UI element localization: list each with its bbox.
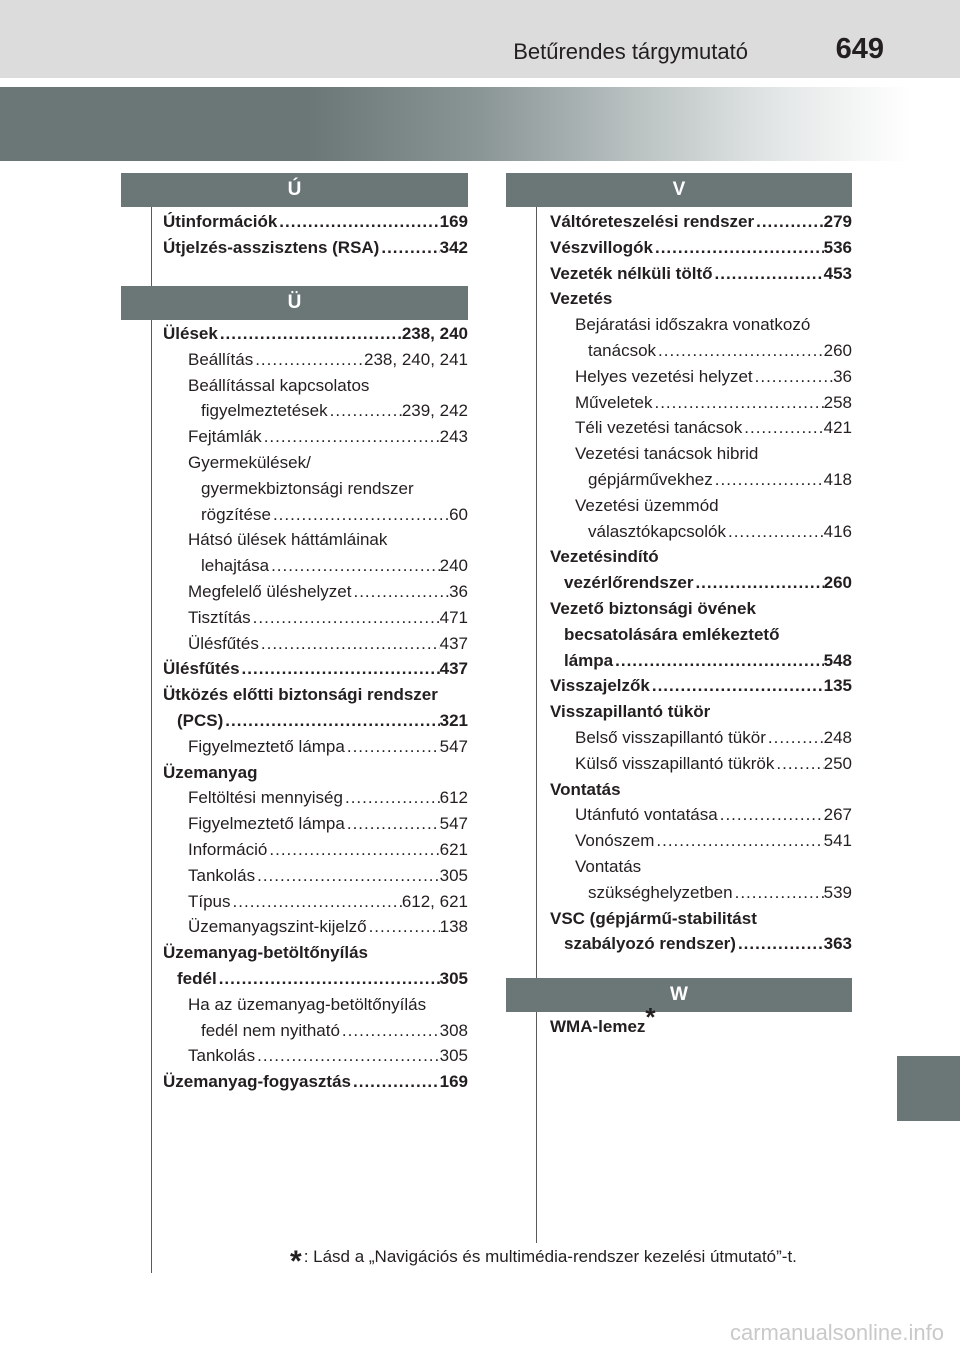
entry-page-number: 612, 621 — [401, 891, 468, 911]
entry-page-number: 418 — [823, 469, 852, 489]
index-entry — [163, 811, 468, 837]
leader-dots — [733, 880, 824, 906]
index-entry — [550, 828, 852, 854]
entry-term: Beállítás — [188, 349, 254, 369]
entry-page-number: 321 — [439, 710, 468, 730]
index-entry — [163, 734, 468, 760]
entry-page-number: 260 — [823, 340, 852, 360]
leader-dots — [345, 734, 440, 760]
entry-page-number: 238, 240, 241 — [364, 349, 468, 369]
entry-page-number: 305 — [439, 968, 468, 988]
index-entry — [163, 209, 468, 235]
leader-dots — [656, 338, 824, 364]
entry-page-number: 169 — [439, 212, 468, 231]
index-entry — [163, 966, 468, 992]
section-tab — [897, 1056, 960, 1121]
entry-page-number: 258 — [823, 392, 852, 412]
index-entry — [550, 699, 852, 725]
leader-dots — [251, 605, 440, 631]
leader-dots — [654, 828, 823, 854]
leader-dots — [693, 570, 823, 596]
entry-page-number: 267 — [823, 805, 852, 825]
leader-dots — [267, 837, 439, 863]
entry-page-number: 421 — [823, 418, 852, 438]
entry-page-number: 416 — [823, 521, 852, 541]
entry-term: gyermekbiztonsági rendszer — [201, 478, 414, 498]
entry-term: szabályozó rendszer) — [564, 934, 736, 954]
entry-page-number: 621 — [439, 839, 468, 859]
index-entry — [163, 708, 468, 734]
entry-term: Belső visszapillantó tükör — [575, 727, 766, 747]
index-entry — [550, 209, 852, 235]
entry-term: Útjelzés-asszisztens (RSA) — [163, 237, 380, 257]
leader-dots — [650, 673, 824, 699]
entry-term: Utánfutó vontatása — [575, 805, 718, 825]
entry-term: Útinformációk — [163, 212, 278, 231]
entry-page-number: 539 — [823, 882, 852, 902]
entry-term: lehajtása — [201, 556, 270, 576]
footnote-text: : Lásd a „Navigációs és multimédia-rendszer kezelési útmutató”-t. — [303, 1247, 797, 1266]
index-entry — [550, 286, 852, 312]
entry-page-number: 453 — [823, 263, 852, 283]
entry-page-number: 548 — [823, 650, 852, 670]
index-entry — [550, 338, 852, 364]
leader-dots — [613, 648, 823, 674]
leader-dots — [726, 519, 824, 545]
letter-heading-w: W — [506, 978, 852, 1012]
index-entry — [550, 415, 852, 441]
leader-dots — [262, 424, 440, 450]
leader-dots — [255, 1043, 440, 1069]
letter-heading-u-acute: Ú — [121, 173, 468, 207]
entry-term: Üzemanyag-fogyasztás — [163, 1072, 352, 1092]
entry-term: Tankolás — [188, 1046, 256, 1066]
index-entry — [163, 940, 468, 966]
index-entry — [163, 760, 468, 786]
index-entry — [163, 631, 468, 657]
entry-term: Üzemanyag-betöltőnyílás — [163, 943, 368, 963]
index-entry — [163, 1018, 468, 1044]
index-entry — [550, 493, 852, 519]
index-entry — [163, 424, 468, 450]
index-entry — [550, 596, 852, 622]
index-entry — [550, 364, 852, 390]
entry-term: Tankolás — [188, 865, 256, 885]
index-list-v — [550, 209, 852, 957]
page-title: Betűrendes tárgymutató — [513, 39, 748, 64]
index-entry — [163, 863, 468, 889]
leader-dots — [253, 347, 364, 373]
leader-dots — [379, 235, 439, 261]
leader-dots — [652, 390, 823, 416]
entry-page-number: 471 — [439, 607, 468, 627]
leader-dots — [754, 209, 824, 235]
leader-dots — [343, 785, 440, 811]
center-column-rule — [536, 173, 537, 1243]
entry-term: Vezető biztonsági övének — [550, 598, 756, 618]
index-entry — [550, 235, 852, 261]
entry-term: vezérlőrendszer — [564, 573, 694, 593]
entry-term: (PCS) — [177, 710, 224, 730]
entry-term: WMA-lemez — [550, 1017, 646, 1036]
index-entry — [163, 1043, 468, 1069]
entry-term: Téli vezetési tanácsok — [575, 418, 743, 438]
index-entry — [550, 312, 852, 338]
entry-page-number: 363 — [823, 934, 852, 954]
index-entry — [550, 570, 852, 596]
entry-term: rögzítése — [201, 504, 271, 524]
index-entry — [550, 519, 852, 545]
entry-page-number: 536 — [823, 237, 852, 257]
entry-term: Visszajelzők — [550, 676, 650, 696]
entry-term: Váltóreteszelési rendszer — [550, 212, 755, 231]
letter-heading-v: V — [506, 173, 852, 207]
entry-term: Vezetésindító — [550, 547, 659, 567]
leader-dots — [718, 802, 824, 828]
entry-term: Vészvillogók — [550, 237, 653, 257]
watermark: carmanualsonline.info — [729, 1320, 944, 1345]
entry-page-number: 612 — [439, 788, 468, 808]
letter-heading-u-umlaut: Ü — [121, 286, 468, 320]
entry-term: Figyelmeztető lámpa — [188, 814, 345, 834]
index-entry — [550, 261, 852, 287]
entry-page-number: 250 — [823, 753, 852, 773]
index-entry — [550, 622, 852, 648]
entry-page-number: 240 — [439, 556, 468, 576]
entry-term: Műveletek — [575, 392, 653, 412]
entry-term: gépjárművekhez — [588, 469, 713, 489]
index-list-u-acute — [163, 209, 468, 261]
leader-dots — [277, 209, 439, 235]
entry-page-number: 437 — [439, 633, 468, 653]
entry-term: Típus — [188, 891, 231, 911]
leader-dots — [218, 321, 402, 347]
entry-term: Tisztítás — [188, 607, 251, 627]
entry-term: fedél — [177, 968, 217, 988]
entry-term: Vezetési üzemmód — [575, 495, 719, 515]
footnote-marker: * — [645, 1002, 656, 1032]
leader-dots — [742, 415, 823, 441]
entry-page-number: 547 — [439, 814, 468, 834]
index-entry — [163, 450, 468, 476]
index-entry — [550, 441, 852, 467]
footnote — [290, 1245, 797, 1279]
entry-page-number: 308 — [439, 1020, 468, 1040]
entry-term: lámpa — [564, 650, 614, 670]
index-entry — [550, 802, 852, 828]
leader-dots — [653, 235, 824, 261]
index-entry — [163, 785, 468, 811]
entry-term: választókapcsolók — [588, 521, 726, 541]
leader-dots — [340, 1018, 440, 1044]
entry-term: Külső visszapillantó tükrök — [575, 753, 775, 773]
index-entry — [550, 467, 852, 493]
entry-term: Figyelmeztető lámpa — [188, 736, 345, 756]
entry-term: Ülések — [163, 324, 218, 343]
entry-term: VSC (gépjármű-stabilitást — [550, 908, 757, 928]
leader-dots — [713, 467, 824, 493]
entry-term: szükséghelyzetben — [588, 882, 733, 902]
index-entry — [163, 837, 468, 863]
entry-term: Gyermekülések/ — [188, 452, 311, 472]
index-entry — [163, 889, 468, 915]
entry-term: Ütközés előtti biztonsági rendszer — [163, 685, 438, 705]
entry-term: Vezetés — [550, 289, 613, 309]
index-entry — [163, 914, 468, 940]
leader-dots — [328, 398, 402, 424]
entry-term: becsatolására emlékeztető — [564, 624, 780, 644]
index-entry — [163, 398, 468, 424]
index-entry — [163, 476, 468, 502]
index-entry — [550, 777, 852, 803]
index-entry — [163, 682, 468, 708]
leader-dots — [367, 914, 440, 940]
index-entry — [550, 544, 852, 570]
leader-dots — [351, 579, 449, 605]
entry-page-number: 238, 240 — [401, 324, 468, 343]
entry-term: figyelmeztetések — [201, 401, 328, 421]
leader-dots — [753, 364, 833, 390]
leader-dots — [736, 931, 824, 957]
index-entry — [163, 605, 468, 631]
index-entry — [163, 553, 468, 579]
index-entry — [550, 880, 852, 906]
entry-page-number: 342 — [439, 237, 468, 257]
index-entry — [550, 673, 852, 699]
page-number: 649 — [835, 33, 884, 65]
leader-dots — [217, 966, 440, 992]
entry-page-number: 305 — [439, 1046, 468, 1066]
entry-term: Vezetési tanácsok hibrid — [575, 444, 759, 464]
leader-dots — [240, 656, 440, 682]
entry-page-number: 248 — [823, 727, 852, 747]
entry-term: Vezeték nélküli töltő — [550, 263, 713, 283]
entry-page-number: 135 — [823, 676, 852, 696]
entry-term: Helyes vezetési helyzet — [575, 366, 753, 386]
entry-term: Megfelelő üléshelyzet — [188, 581, 352, 601]
leader-dots — [223, 708, 439, 734]
entry-term: Bejáratási időszakra vonatkozó — [575, 315, 811, 335]
entry-term: Ha az üzemanyag-betöltőnyílás — [188, 994, 427, 1014]
index-entry — [550, 854, 852, 880]
entry-page-number: 36 — [833, 366, 852, 386]
index-entry — [550, 906, 852, 932]
index-entry — [163, 1069, 468, 1095]
header-strip — [0, 0, 960, 78]
entry-term: fedél nem nyitható — [201, 1020, 340, 1040]
leader-dots — [351, 1069, 440, 1095]
index-entry — [163, 347, 468, 373]
index-entry — [163, 502, 468, 528]
leader-dots — [766, 725, 824, 751]
entry-page-number: 243 — [439, 427, 468, 447]
entry-term: Vontatás — [575, 856, 642, 876]
entry-page-number: 305 — [439, 865, 468, 885]
index-entry — [163, 235, 468, 261]
index-entry — [163, 992, 468, 1018]
entry-term: Fejtámlák — [188, 427, 262, 447]
entry-term: Üzemanyagszint-kijelző — [188, 917, 367, 937]
leader-dots — [713, 261, 824, 287]
index-list-u-umlaut — [163, 321, 468, 1095]
entry-term: Visszapillantó tükör — [550, 702, 711, 722]
entry-page-number: 260 — [823, 573, 852, 593]
leader-dots — [345, 811, 440, 837]
leader-dots — [255, 863, 440, 889]
index-entry — [550, 1002, 852, 1039]
leader-dots — [271, 502, 449, 528]
entry-term: Üzemanyag — [163, 762, 258, 782]
entry-page-number: 437 — [439, 659, 468, 679]
index-entry — [550, 390, 852, 416]
entry-term: Vonószem — [575, 831, 655, 851]
entry-page-number: 60 — [449, 504, 468, 524]
entry-term: Beállítással kapcsolatos — [188, 375, 370, 395]
leader-dots — [259, 631, 440, 657]
entry-page-number: 36 — [449, 581, 468, 601]
leader-dots — [774, 751, 823, 777]
index-entry — [163, 579, 468, 605]
index-list-w — [550, 1002, 852, 1039]
entry-term: tanácsok — [588, 340, 657, 360]
decorative-band — [0, 87, 960, 161]
entry-page-number: 547 — [439, 736, 468, 756]
leader-dots — [231, 889, 402, 915]
left-column-rule — [151, 173, 152, 1273]
index-entry — [550, 725, 852, 751]
entry-page-number: 239, 242 — [401, 401, 468, 421]
index-entry — [550, 648, 852, 674]
index-entry — [163, 321, 468, 347]
entry-term: Vontatás — [550, 779, 621, 799]
index-entry — [550, 751, 852, 777]
index-entry — [163, 373, 468, 399]
entry-page-number: 138 — [439, 917, 468, 937]
entry-term: Hátsó ülések háttámláinak — [188, 530, 388, 550]
entry-page-number: 169 — [439, 1072, 468, 1092]
entry-term: Információ — [188, 839, 268, 859]
leader-dots — [269, 553, 440, 579]
entry-page-number: 279 — [823, 212, 852, 231]
entry-term: Ülésfűtés — [188, 633, 259, 653]
footnote-star: * — [290, 1245, 302, 1278]
entry-term: Ülésfűtés — [163, 659, 240, 679]
entry-page-number: 541 — [823, 831, 852, 851]
index-entry — [163, 656, 468, 682]
index-entry — [550, 931, 852, 957]
index-entry — [163, 527, 468, 553]
entry-term: Feltöltési mennyiség — [188, 788, 343, 808]
